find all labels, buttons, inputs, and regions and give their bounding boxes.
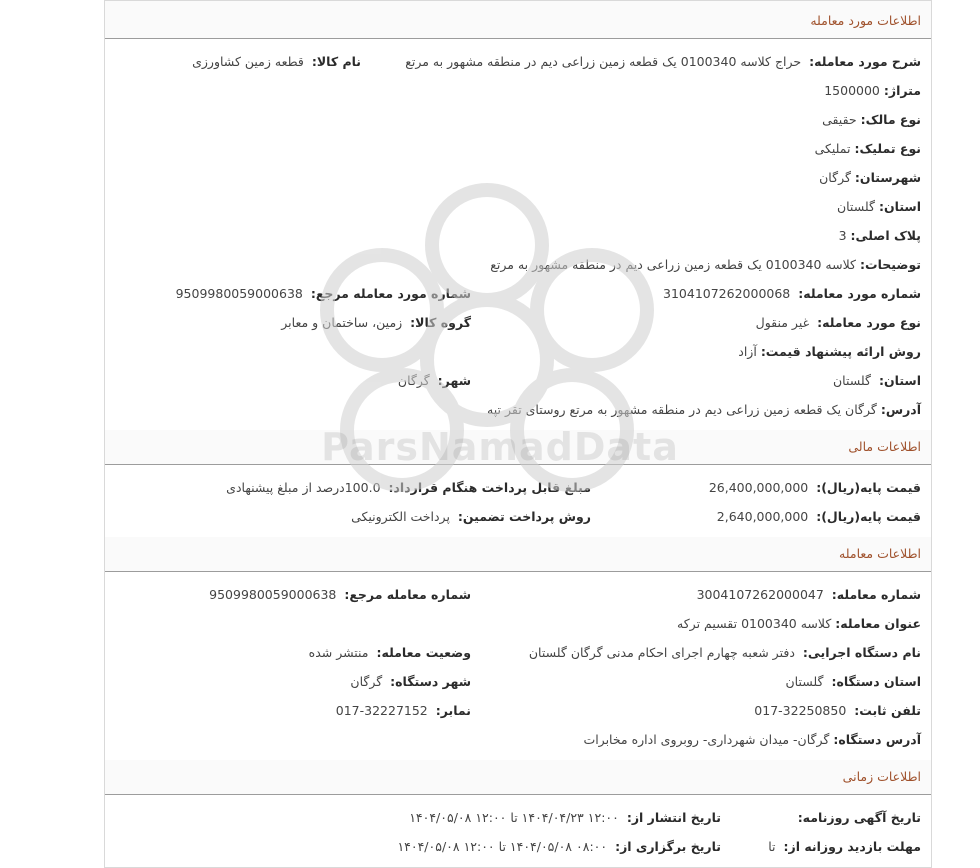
- fax-label: نمابر:: [435, 703, 471, 718]
- row-notes: [115, 250, 921, 279]
- financial-rows: [105, 465, 931, 537]
- plaque-label: پلاک اصلی:: [850, 228, 921, 243]
- ref-number-value: 9509980059000638: [175, 286, 303, 301]
- base-price2-value: 2,640,000,000: [716, 509, 809, 524]
- province2-label: استان:: [878, 373, 921, 388]
- province-label: استان:: [878, 199, 921, 214]
- row-agency-address: [115, 725, 921, 754]
- owner-type-value: حقیقی: [822, 112, 857, 127]
- row-transaction-number: [115, 580, 921, 609]
- goods-name-label: نام کالا:: [311, 54, 361, 69]
- address-value: گرگان یک قطعه زمین زراعی دیم در منطقه مشهور به مرتع روستای تقر تپه: [487, 402, 877, 417]
- county-value: گرگان: [819, 170, 851, 185]
- row-address: [115, 395, 921, 424]
- row-bid-method: [115, 337, 921, 366]
- contract-payment-label: مبلغ قابل پرداخت هنگام قرارداد:: [388, 480, 591, 495]
- base-price-value: 26,400,000,000: [708, 480, 809, 495]
- notes-label: توضیحات:: [860, 257, 921, 272]
- goods-group-value: زمین، ساختمان و معابر: [281, 315, 403, 330]
- row-visit-hold: [115, 832, 921, 861]
- row-item-number: [115, 279, 921, 308]
- agency-province-value: گلستان: [785, 674, 824, 689]
- row-agency: [115, 638, 921, 667]
- transaction-ref-value: 9509980059000638: [209, 587, 337, 602]
- row-province-city: [115, 366, 921, 395]
- fax-value: 32227152-017: [335, 703, 428, 718]
- status-value: منتشر شده: [308, 645, 369, 660]
- province-value: گلستان: [836, 199, 875, 214]
- hold-value: ۰۸:۰۰ ۱۴۰۴/۰۵/۰۸ تا ۱۲:۰۰ ۱۴۰۴/۰۵/۰۸: [397, 839, 608, 854]
- row-phone-fax: [115, 696, 921, 725]
- row-ownership-type: [115, 134, 921, 163]
- desc-label: شرح مورد معامله:: [809, 54, 921, 69]
- status-label: وضعیت معامله:: [376, 645, 471, 660]
- bid-method-label: روش ارائه پیشنهاد قیمت:: [760, 344, 921, 359]
- area-value: 1500000: [824, 83, 880, 98]
- base-price-label: قیمت پایه(ریال):: [816, 480, 921, 495]
- item-type-label: نوع مورد معامله:: [817, 315, 921, 330]
- section-header-financial: اطلاعات مالی: [105, 430, 931, 465]
- desc-value: حراج کلاسه 0100340 یک قطعه زمین زراعی دیم در منطقه مشهور به مرتع: [405, 54, 802, 69]
- row-province: [115, 192, 921, 221]
- agency-province-label: استان دستگاه:: [831, 674, 921, 689]
- row-transaction-title: [115, 609, 921, 638]
- agency-address-value: گرگان- میدان شهرداری- روبروی اداره مخابرات: [583, 732, 830, 747]
- publish-value: ۱۲:۰۰ ۱۴۰۴/۰۴/۲۳ تا ۱۲:۰۰ ۱۴۰۴/۰۵/۰۸: [409, 810, 619, 825]
- row-county: [115, 163, 921, 192]
- item-number-value: 3104107262000068: [663, 286, 791, 301]
- details-panel: [104, 0, 932, 868]
- guarantee-method-value: پرداخت الکترونیکی: [351, 509, 450, 524]
- item-type-value: غیر منقول: [755, 315, 810, 330]
- transaction-title-value: کلاسه 0100340 تقسیم ترکه: [677, 616, 832, 631]
- city-label: شهر:: [437, 373, 471, 388]
- row-plaque: [115, 221, 921, 250]
- row-base-price: [115, 473, 921, 502]
- agency-label: نام دستگاه اجرایی:: [802, 645, 921, 660]
- phone-value: 32250850-017: [754, 703, 847, 718]
- base-price2-label: قیمت پایه(ریال):: [816, 509, 921, 524]
- publish-label: تاریخ انتشار از:: [626, 810, 721, 825]
- county-label: شهرستان:: [854, 170, 921, 185]
- city-value: گرگان: [397, 373, 430, 388]
- row-newspaper-publish: [115, 803, 921, 832]
- plaque-value: 3: [838, 228, 847, 243]
- guarantee-method-label: روش پرداخت تضمین:: [457, 509, 591, 524]
- agency-value: دفتر شعبه چهارم اجرای احکام مدنی گرگان گلستان: [528, 645, 795, 660]
- transaction-ref-label: شماره معامله مرجع:: [344, 587, 471, 602]
- goods-name-value: قطعه زمین کشاورزی: [192, 54, 304, 69]
- deal-info-rows: [105, 39, 931, 430]
- item-number-label: شماره مورد معامله:: [798, 286, 921, 301]
- notes-value: کلاسه 0100340 یک قطعه زمین زراعی دیم در منطقه مشهور به مرتع: [490, 257, 857, 272]
- visit-value: تا: [768, 839, 776, 854]
- ownership-type-value: تملیکی: [814, 141, 851, 156]
- row-area: [115, 76, 921, 105]
- transaction-number-label: شماره معامله:: [831, 587, 921, 602]
- row-description: [115, 47, 921, 76]
- address-label: آدرس:: [880, 402, 921, 417]
- newspaper-label: تاریخ آگهی روزنامه:: [797, 810, 921, 825]
- section-header-timing: اطلاعات زمانی: [105, 760, 931, 795]
- goods-group-label: گروه کالا:: [410, 315, 471, 330]
- row-base-price-2: [115, 502, 921, 531]
- transaction-title-label: عنوان معامله:: [835, 616, 921, 631]
- bid-method-value: آزاد: [738, 344, 757, 359]
- section-header-deal-info: اطلاعات مورد معامله: [105, 0, 931, 39]
- row-item-type: [115, 308, 921, 337]
- phone-label: تلفن ثابت:: [854, 703, 921, 718]
- transaction-rows: [105, 572, 931, 760]
- row-owner-type: [115, 105, 921, 134]
- agency-city-value: گرگان: [350, 674, 383, 689]
- row-agency-location: [115, 667, 921, 696]
- ownership-type-label: نوع تملیک:: [854, 141, 921, 156]
- transaction-number-value: 3004107262000047: [696, 587, 824, 602]
- hold-label: تاریخ برگزاری از:: [615, 839, 721, 854]
- province2-value: گلستان: [832, 373, 871, 388]
- agency-city-label: شهر دستگاه:: [390, 674, 471, 689]
- section-header-transaction: اطلاعات معامله: [105, 537, 931, 572]
- owner-type-label: نوع مالک:: [860, 112, 921, 127]
- visit-label: مهلت بازدید روزانه از:: [783, 839, 921, 854]
- ref-number-label: شماره مورد معامله مرجع:: [310, 286, 471, 301]
- timing-rows: [105, 795, 931, 867]
- agency-address-label: آدرس دستگاه:: [833, 732, 921, 747]
- area-label: متراژ:: [883, 83, 921, 98]
- contract-payment-value: 100.0درصد از مبلغ پیشنهادی: [226, 480, 381, 495]
